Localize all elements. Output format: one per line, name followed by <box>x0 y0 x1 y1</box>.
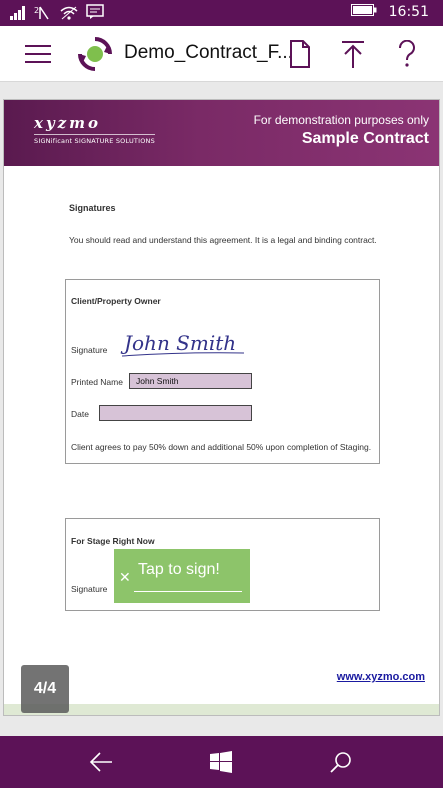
client-signature-text: John Smith <box>124 331 237 355</box>
menu-icon[interactable] <box>24 42 52 66</box>
app-logo-icon <box>76 35 114 73</box>
client-signature-section <box>65 279 380 464</box>
demo-note: For demonstration purposes only <box>253 113 429 127</box>
stage-signature-section <box>65 518 380 611</box>
status-bar <box>0 0 443 26</box>
printed-name-label: Printed Name <box>71 377 123 387</box>
stage-signature-label: Signature <box>71 584 108 594</box>
windows-home-icon[interactable] <box>206 748 236 776</box>
document-icon[interactable] <box>287 38 313 70</box>
close-icon: ✕ <box>119 570 131 586</box>
document-header <box>4 100 439 166</box>
client-signature-label: Signature <box>71 345 108 355</box>
upload-icon[interactable] <box>340 38 366 70</box>
date-field[interactable] <box>99 405 252 421</box>
client-terms: Client agrees to pay 50% down and additional 50% upon completion of Staging. <box>71 442 372 452</box>
document-page[interactable] <box>3 99 440 716</box>
svg-text:2: 2 <box>34 6 40 15</box>
navigation-bar <box>0 736 443 788</box>
signal-icon <box>10 5 26 24</box>
client-section-title: Client/Property Owner <box>71 296 161 306</box>
app-bar <box>0 26 443 82</box>
xyzmo-logo: xyzmo <box>34 114 102 132</box>
message-icon <box>86 4 104 24</box>
client-signature[interactable] <box>120 326 250 360</box>
battery-icon <box>351 4 377 20</box>
signature-line <box>134 591 242 592</box>
wifi-icon <box>60 5 78 24</box>
back-icon[interactable] <box>86 748 116 776</box>
mobile-data-icon <box>34 4 52 24</box>
tap-to-sign-button[interactable] <box>114 549 250 603</box>
printed-name-field[interactable]: John Smith <box>129 373 252 389</box>
signatures-heading: Signatures <box>69 203 116 213</box>
xyzmo-website-link[interactable]: www.xyzmo.com <box>336 671 425 683</box>
tap-to-sign-label: Tap to sign! <box>138 561 220 578</box>
clock: 16:51 <box>388 4 429 20</box>
document-viewer[interactable] <box>0 82 443 736</box>
contract-title: Sample Contract <box>301 130 429 147</box>
signatures-intro: You should read and understand this agreement. It is a legal and binding contract. <box>69 235 377 245</box>
page-footer-strip <box>4 704 439 715</box>
help-icon[interactable] <box>394 38 420 70</box>
date-label: Date <box>71 409 89 419</box>
page-indicator: 4/4 <box>21 665 69 713</box>
stage-section-title: For Stage Right Now <box>71 536 155 546</box>
document-title: Demo_Contract_F... <box>124 42 293 63</box>
logo-subtitle: SIGNificant SIGNATURE SOLUTIONS <box>34 134 155 145</box>
search-icon[interactable] <box>326 748 356 776</box>
